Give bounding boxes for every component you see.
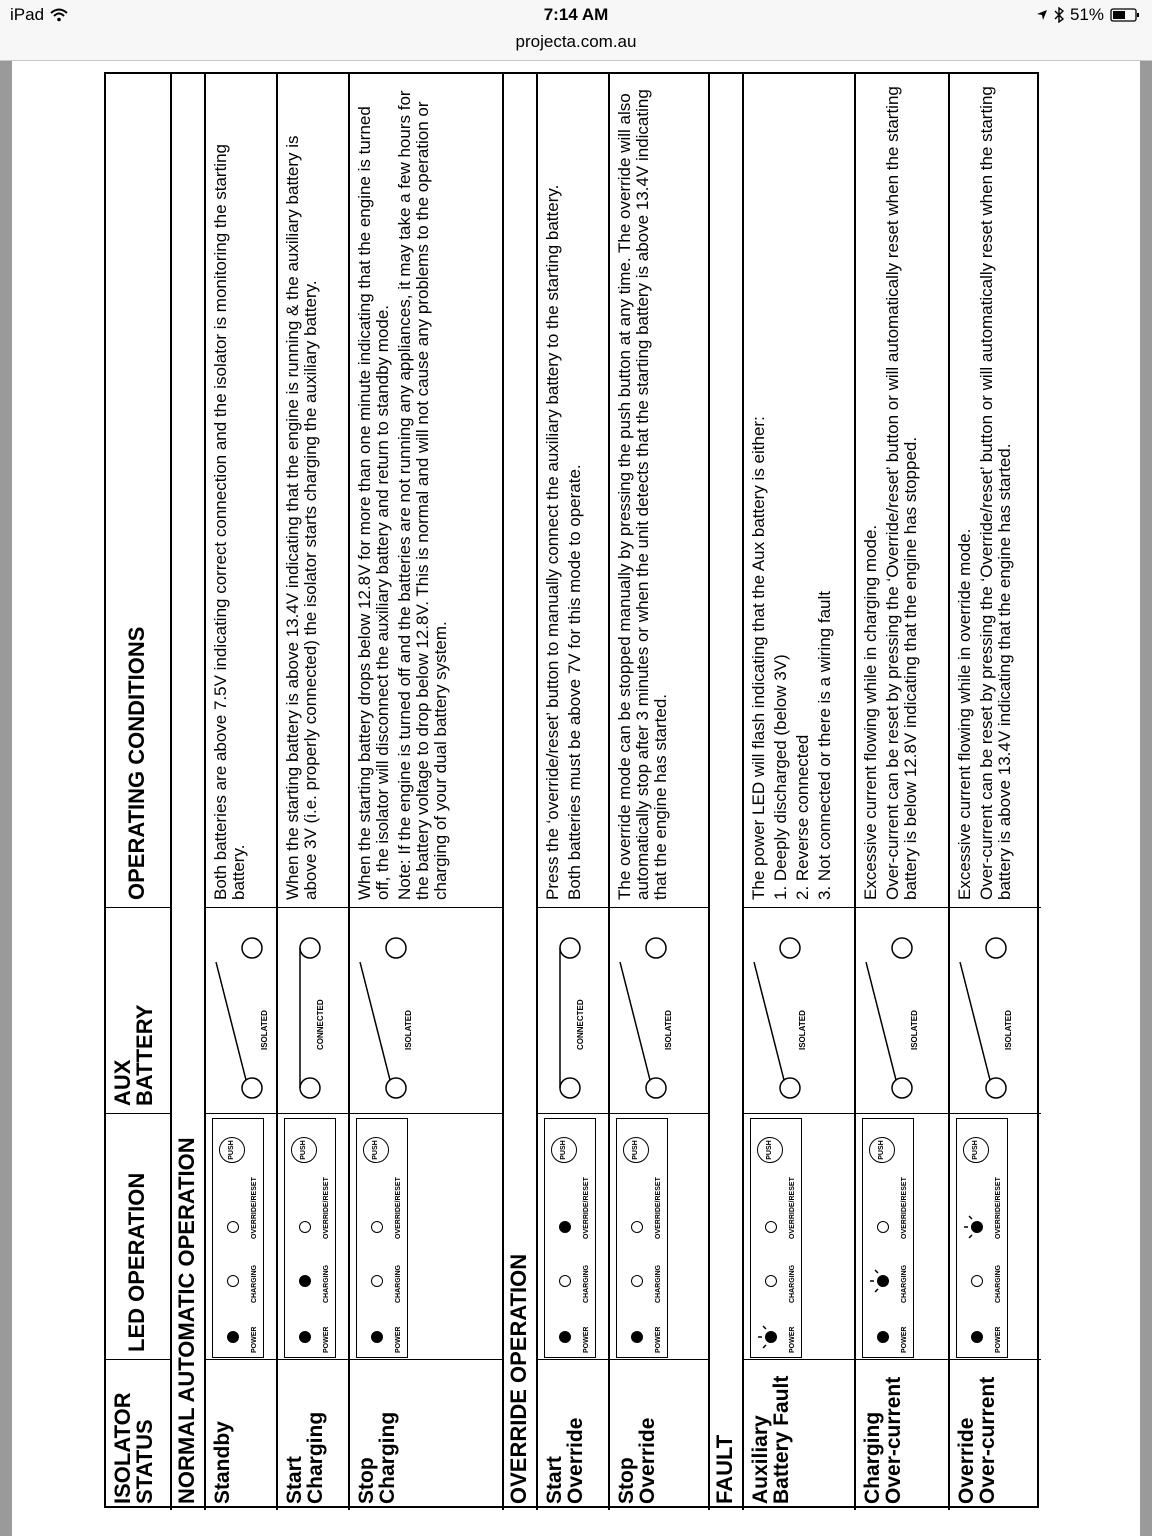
led-charging-indicator [371, 1275, 383, 1287]
led-panel [750, 1118, 802, 1358]
led-power-indicator [971, 1331, 983, 1343]
push-button-icon: PUSH [363, 1137, 389, 1163]
led-charging-label: CHARGING [655, 1264, 662, 1303]
condition-text: 1. Deeply discharged (below 3V) [771, 654, 790, 900]
condition-text: When the starting battery drops below 12.8V for more than one minute indicating that the engine is turned off, the isolator will disconnect the auxiliary battery and return to standby mode. [355, 106, 392, 900]
aux-battery-switch [348, 912, 502, 1112]
led-override-indicator [877, 1221, 889, 1233]
address-bar[interactable] [0, 30, 1152, 61]
condition-text: 2. Reverse connected [793, 734, 812, 900]
condition-text: Excessive current flowing while in override mode. [955, 528, 974, 900]
column-divider [106, 1113, 170, 1114]
row-divider [348, 74, 350, 1510]
isolator-status-table [104, 72, 1039, 1508]
led-override-label: OVERRIDE/RESET [995, 1177, 1002, 1239]
aux-state-label: ISOLATED [260, 1010, 269, 1050]
table-row [742, 74, 854, 1510]
table-row [854, 74, 948, 1510]
led-power-label: POWER [995, 1326, 1002, 1353]
led-power-label: POWER [251, 1326, 258, 1353]
section-divider [536, 74, 538, 1510]
header-aux: AUX BATTERY [110, 1004, 157, 1106]
condition-text: Excessive current flowing while in charging mode. [861, 524, 880, 900]
led-power-label: POWER [789, 1326, 796, 1353]
column-divider [536, 1359, 708, 1360]
led-override-indicator [227, 1221, 239, 1233]
row-divider [608, 74, 610, 1510]
location-arrow-icon [1036, 9, 1048, 21]
page-gutter-left [0, 61, 12, 1536]
push-button-icon: PUSH [623, 1137, 649, 1163]
column-divider [204, 1113, 502, 1114]
row-conditions [948, 80, 1026, 906]
row-status: Auxiliary Battery Fault [749, 1375, 793, 1504]
battery-percent: 51% [1069, 5, 1104, 24]
row-divider [948, 74, 950, 1510]
led-override-label: OVERRIDE/RESET [901, 1177, 908, 1239]
led-charging-indicator [971, 1275, 983, 1287]
section-normal: NORMAL AUTOMATIC OPERATION [174, 1137, 199, 1504]
led-power-indicator [877, 1331, 889, 1343]
row-status: Start Charging [283, 1411, 327, 1504]
condition-text: The override mode can be stopped manually by pressing the push button at any time. The override will also automatically stop after 3 minutes or when the unit detects that the starting battery is above 13.4V indicating that the engine has started. [615, 89, 670, 900]
aux-battery-switch [948, 912, 1041, 1112]
led-power-label: POWER [583, 1326, 590, 1353]
led-charging-label: CHARGING [901, 1264, 908, 1303]
url-text[interactable]: projecta.com.au [515, 32, 637, 51]
row-conditions [276, 80, 332, 906]
row-divider [854, 74, 856, 1510]
row-status: Stop Charging [355, 1411, 399, 1504]
led-charging-label: CHARGING [583, 1264, 590, 1303]
led-flash-icon [964, 1214, 990, 1240]
condition-text: When the starting battery is above 13.4V indicating that the engine is running & the auxiliary battery is above 3V (i.e. properly connected) the isolator starts charging the auxiliary battery. [283, 135, 320, 900]
push-button-icon: PUSH [551, 1137, 577, 1163]
led-override-label: OVERRIDE/RESET [395, 1177, 402, 1239]
led-charging-label: CHARGING [789, 1264, 796, 1303]
led-panel [862, 1118, 914, 1358]
row-conditions [536, 80, 596, 906]
column-divider [106, 1359, 170, 1360]
ios-status-bar [0, 0, 1152, 30]
led-override-label: OVERRIDE/RESET [655, 1177, 662, 1239]
push-button-icon: PUSH [219, 1137, 245, 1163]
led-override-indicator [631, 1221, 643, 1233]
led-override-indicator [765, 1221, 777, 1233]
led-panel [616, 1118, 668, 1358]
condition-text: Over-current can be reset by pressing the ‘Override/reset’ button or will automatically reset when the starting battery is above 13.4V indicating that the engine has started. [977, 86, 1014, 900]
row-conditions [204, 80, 260, 906]
led-charging-label: CHARGING [395, 1264, 402, 1303]
switch-diagram-icon [282, 912, 342, 1112]
aux-state-label: CONNECTED [576, 999, 585, 1050]
led-override-indicator [371, 1221, 383, 1233]
row-status: Standby [211, 1421, 234, 1504]
column-divider [204, 907, 502, 908]
led-charging-label: CHARGING [323, 1264, 330, 1303]
row-divider [276, 74, 278, 1510]
aux-state-label: ISOLATED [664, 1010, 673, 1050]
condition-text: Both batteries are above 7.5V indicating correct connection and the isolator is monitoring the starting battery. [211, 144, 248, 900]
led-panel [544, 1118, 596, 1358]
led-power-indicator [227, 1331, 239, 1343]
led-override-indicator [299, 1221, 311, 1233]
row-status: Override Over-current [955, 1376, 999, 1504]
table-row [348, 74, 502, 1510]
page-gutter-right [1140, 61, 1152, 1536]
column-divider [742, 1359, 1041, 1360]
led-charging-label: CHARGING [995, 1264, 1002, 1303]
aux-state-label: ISOLATED [1004, 1010, 1013, 1050]
aux-battery-switch [608, 912, 708, 1112]
condition-text: The power LED will flash indicating that the Aux battery is either: [749, 416, 768, 900]
led-charging-indicator [299, 1275, 311, 1287]
led-override-label: OVERRIDE/RESET [789, 1177, 796, 1239]
led-flash-icon [758, 1324, 784, 1350]
status-right [1036, 5, 1140, 25]
push-button-icon: PUSH [291, 1137, 317, 1163]
column-divider [204, 1359, 502, 1360]
table-row [948, 74, 1041, 1510]
column-divider [742, 907, 1041, 908]
row-conditions [608, 80, 682, 906]
condition-text: Over-current can be reset by pressing the ‘Override/reset’ button or will automatically reset when the starting battery is below 12.8V indicating that the engine has stopped. [883, 86, 920, 900]
table-row [608, 74, 708, 1510]
condition-text: 3. Not connected or there is a wiring fault [815, 591, 834, 900]
led-charging-indicator [559, 1275, 571, 1287]
led-power-label: POWER [323, 1326, 330, 1353]
table-row [204, 74, 276, 1510]
table-row [276, 74, 348, 1510]
led-power-label: POWER [395, 1326, 402, 1353]
led-flash-icon [870, 1268, 896, 1294]
aux-battery-switch [742, 912, 854, 1112]
led-override-label: OVERRIDE/RESET [251, 1177, 258, 1239]
row-conditions [854, 80, 932, 906]
led-panel [284, 1118, 336, 1358]
device-name: iPad [10, 5, 45, 24]
led-charging-label: CHARGING [251, 1264, 258, 1303]
led-power-label: POWER [901, 1326, 908, 1353]
row-status: Charging Over-current [861, 1376, 905, 1504]
rotated-table-content [106, 74, 1041, 1510]
switch-diagram-icon [542, 912, 602, 1112]
column-divider [536, 1113, 708, 1114]
row-conditions [348, 80, 462, 906]
led-panel [956, 1118, 1008, 1358]
header-conditions: OPERATING CONDITIONS [124, 626, 149, 900]
bluetooth-icon [1054, 7, 1064, 23]
led-power-indicator [631, 1331, 643, 1343]
section-fault: FAULT [712, 1434, 737, 1504]
section-divider [742, 74, 744, 1510]
table-row [536, 74, 608, 1510]
led-power-indicator [299, 1331, 311, 1343]
aux-state-label: ISOLATED [798, 1010, 807, 1050]
led-override-indicator [559, 1221, 571, 1233]
push-button-icon: PUSH [757, 1137, 783, 1163]
led-charging-indicator [227, 1275, 239, 1287]
row-status: Stop Override [615, 1417, 659, 1504]
push-button-icon: PUSH [869, 1137, 895, 1163]
aux-battery-switch [204, 912, 276, 1112]
aux-state-label: ISOLATED [404, 1010, 413, 1050]
aux-battery-switch [854, 912, 948, 1112]
column-divider [742, 1113, 1041, 1114]
led-panel [212, 1118, 264, 1358]
led-charging-indicator [765, 1275, 777, 1287]
led-charging-indicator [631, 1275, 643, 1287]
header-led: LED OPERATION [124, 1172, 149, 1352]
aux-battery-switch [536, 912, 608, 1112]
aux-battery-switch [276, 912, 348, 1112]
header-status: ISOLATOR STATUS [110, 1392, 157, 1504]
section-divider [204, 74, 206, 1510]
condition-text: Note: If the engine is turned off and the batteries are not running any appliances, it may take a few hours for the battery voltage to drop below 12.8V. This is normal and will not cause any problems to the operation or charging of your dual battery system. [395, 90, 450, 900]
battery-icon [1110, 8, 1140, 22]
row-conditions [742, 80, 846, 906]
led-override-label: OVERRIDE/RESET [323, 1177, 330, 1239]
push-button-icon: PUSH [963, 1137, 989, 1163]
condition-text: Both batteries must be above 7V for this mode to operate. [565, 464, 584, 900]
column-divider [106, 907, 170, 908]
section-override: OVERRIDE OPERATION [506, 1253, 531, 1504]
clock: 7:14 AM [543, 5, 609, 24]
led-panel [356, 1118, 408, 1358]
aux-state-label: CONNECTED [316, 999, 325, 1050]
led-power-indicator [371, 1331, 383, 1343]
led-power-label: POWER [655, 1326, 662, 1353]
aux-state-label: ISOLATED [910, 1010, 919, 1050]
condition-text: Press the ‘override/reset’ button to manually connect the auxiliary battery to the starting battery. [543, 184, 562, 900]
row-status: Start Override [543, 1417, 587, 1504]
column-divider [536, 907, 708, 908]
led-override-label: OVERRIDE/RESET [583, 1177, 590, 1239]
led-power-indicator [559, 1331, 571, 1343]
